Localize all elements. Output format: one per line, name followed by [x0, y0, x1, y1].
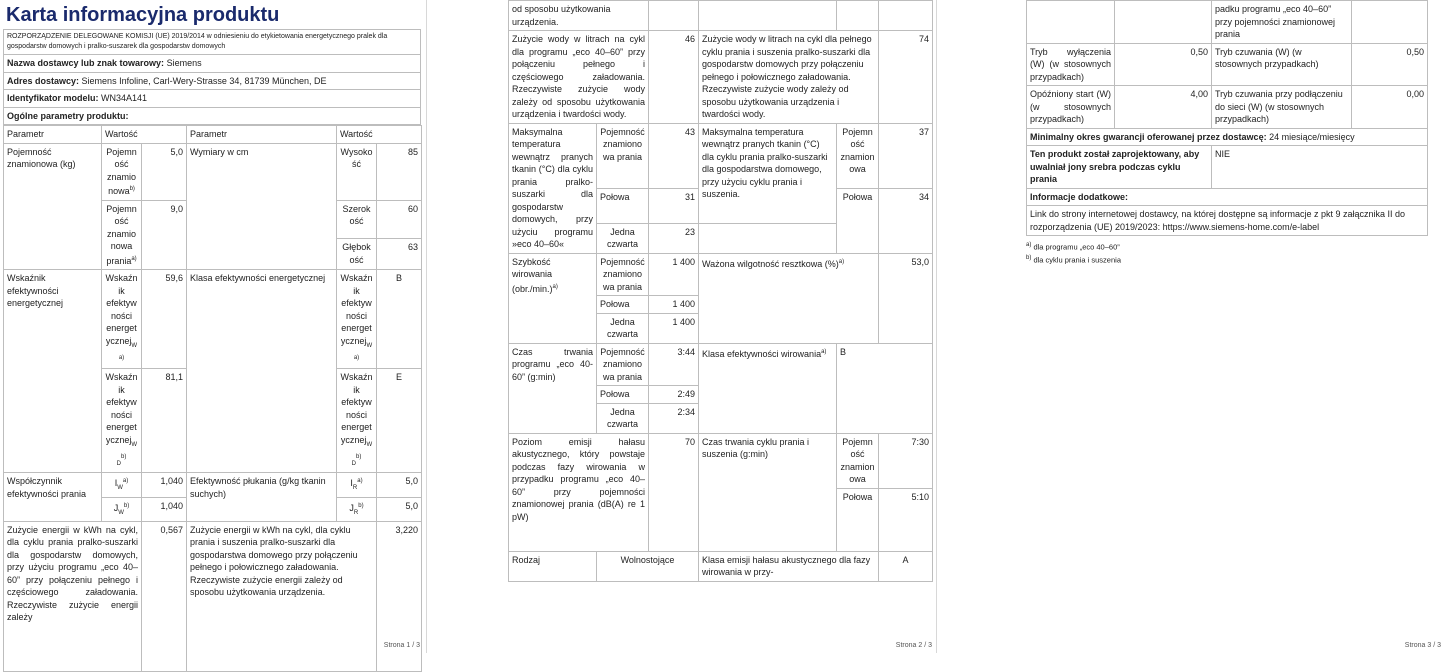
- networked-standby-value: 0,00: [1352, 86, 1428, 129]
- noise-class-value: A: [879, 551, 933, 581]
- eei-w-value: 59,6: [142, 270, 187, 369]
- duration-half-label: Połowa: [597, 386, 649, 404]
- temp1-quarter-value: 23: [649, 223, 699, 253]
- capacity-wd-label: Pojemność znamionowa$^{b)}$: [102, 143, 142, 200]
- water2-value: 74: [879, 31, 933, 124]
- page-separator: [936, 0, 937, 653]
- warranty-label: Minimalny okres gwarancji oferowanej przez dostawcę:: [1030, 131, 1267, 142]
- page-1: [0, 0, 424, 653]
- wd-duration-half-value: 5:10: [879, 488, 933, 551]
- width-label: Szerokość: [337, 200, 377, 239]
- capacity-w-label: Pojemność znamionowa prania$^{a)}$: [102, 200, 142, 270]
- page-number: Strona 1 / 3: [383, 642, 420, 649]
- iw-value: 1,040: [142, 473, 187, 497]
- capacity-w-value: 9,0: [142, 200, 187, 270]
- ee-class-w-label: Wskaźnik efektywności energetycznej$_W^{a)}$: [337, 270, 377, 369]
- model-row: [4, 90, 421, 108]
- continued-text: padku programu „eco 40–60” przy pojemności znamionowej prania: [1212, 1, 1352, 44]
- col-value: Wartość: [102, 126, 187, 144]
- params-table-1: [3, 125, 422, 672]
- ee-class-wd-label: Wskaźnik efektywności energetycznej$_{WD}^{b)}$: [337, 369, 377, 473]
- page-2: [508, 0, 932, 653]
- col-param: Parametr: [4, 126, 102, 144]
- capacity-label: Pojemność znamionowa (kg): [4, 143, 102, 270]
- header-table: [3, 29, 421, 125]
- water1-label: Zużycie wody w litrach na cykl dla programu „eco 40–60” przy połączeniu pełnego i częściowego załadowania. Rzeczywiste zużycie wody zależy od sposobu użytkowania urządzenia i twardości wody.: [509, 31, 649, 124]
- col-value: Wartość: [337, 126, 422, 144]
- energy2-label: Zużycie energii w kWh na cykl, dla cyklu prania i suszenia pralko-suszarki dla gospodarstwa domowego przy połączeniu pełnego i połowicznego załadowania. Rzeczywiste zużycie energii zależy od sposobu użytkowania urządzenia.: [187, 521, 377, 671]
- jw-label: $J_W^{b)}$: [102, 497, 142, 521]
- silver-ions-label: Ten produkt został zaprojektowany, aby uwalniał jony srebra podczas cyklu prania: [1027, 146, 1212, 189]
- ee-class-w-value: B: [377, 270, 422, 369]
- spin-quarter-value: 1 400: [649, 313, 699, 343]
- temp1-rated-label: Pojemność znamionowa prania: [597, 123, 649, 188]
- duration-rated-value: 3:44: [649, 343, 699, 386]
- standby-label: Tryb czuwania (W) (w stosownych przypadkach): [1212, 43, 1352, 86]
- temp1-half-label: Połowa: [597, 188, 649, 223]
- duration-quarter-value: 2:34: [649, 403, 699, 433]
- moisture-label: Ważona wilgotność resztkowa (%)$^{a)}$: [699, 253, 879, 343]
- eei-label: Wskaźnik efektywności energetycznej: [4, 270, 102, 473]
- params-table-3: [1026, 0, 1428, 236]
- model-value: WN34A141: [101, 93, 148, 103]
- wash-eff-label: Współczynnik efektywności prania: [4, 473, 102, 522]
- additional-info-label: Informacje dodatkowe:: [1027, 188, 1428, 206]
- energy2-value: 3,220: [377, 521, 422, 671]
- eei-wd-value: 81,1: [142, 369, 187, 473]
- warranty-row: [1027, 128, 1428, 146]
- spin-half-label: Połowa: [597, 296, 649, 314]
- page-separator: [426, 0, 427, 653]
- temp2-rated-label: Pojemność znamionowa: [837, 123, 879, 188]
- page-number: Strona 2 / 3: [895, 642, 932, 649]
- off-mode-value: 0,50: [1115, 43, 1212, 86]
- height-label: Wysokość: [337, 143, 377, 200]
- wd-duration-label: Czas trwania cyklu prania i suszenia (g:min): [699, 433, 837, 551]
- standby-value: 0,50: [1352, 43, 1428, 86]
- jr-label: $J_R^{b)}$: [337, 497, 377, 521]
- spin-rated-label: Pojemność znamionowa prania: [597, 253, 649, 296]
- water1-value: 46: [649, 31, 699, 124]
- temp1-label: Maksymalna temperatura wewnątrz pranych tkanin (°C) dla cyklu prania pralko-suszarki dla gospodarstw domowych, przy użyciu programu »eco 40–60«: [509, 123, 597, 253]
- footnote-b: $^{b)}$ dla cyklu prania i suszenia: [1026, 254, 1121, 264]
- temp1-rated-value: 43: [649, 123, 699, 188]
- model-label: Identyfikator modelu:: [7, 93, 99, 103]
- noise-class-label: Klasa emisji hałasu akustycznego dla fazy wirowania w przy-: [699, 551, 879, 581]
- spin-quarter-label: Jedna czwarta: [597, 313, 649, 343]
- temp1-quarter-label: Jedna czwarta: [597, 223, 649, 253]
- water2-label: Zużycie wody w litrach na cykl dla pełnego cyklu prania i suszenia pralko-suszarki dla gospodarstw domowych przy połączeniu pełnego i połowicznego załadowania. Rzeczywiste zużycie wody zależy od sposobu użytkowania urządzenia i twardości wody.: [699, 31, 879, 124]
- duration-label: Czas trwania programu „eco 40-60” (g:min): [509, 343, 597, 433]
- spin-rated-value: 1 400: [649, 253, 699, 296]
- rinse-label: Efektywność płukania (g/kg tkanin suchych): [187, 473, 337, 522]
- jw-value: 1,040: [142, 497, 187, 521]
- page-3: [1020, 0, 1445, 653]
- depth-label: Głębokość: [337, 239, 377, 270]
- address-row: [4, 72, 421, 90]
- eei-wd-label: Wskaźnik efektywności energetycznej$_{WD}^{b)}$: [102, 369, 142, 473]
- supplier-row: [4, 55, 421, 73]
- energy1-label: Zużycie energii w kWh na cykl, dla cyklu prania pralko-suszarki dla gospodarstw domowych, przy użyciu programu „eco 40–60” przy połączeniu pełnego i częściowego załadowania. Rzeczywiste zużycie energii zależy: [4, 521, 142, 671]
- off-mode-label: Tryb wyłączenia (W) (w stosownych przypadkach): [1027, 43, 1115, 86]
- delay-start-value: 4,00: [1115, 86, 1212, 129]
- spin-label: Szybkość wirowania $(obr./\min.)^{a)}$: [509, 253, 597, 343]
- duration-half-value: 2:49: [649, 386, 699, 404]
- warranty-value: 24 miesiące/miesięcy: [1269, 131, 1355, 142]
- elabel-link[interactable]: Link do strony internetowej dostawcy, na której dostępne są informacje z pkt 9 załącznika II do rozporządzenia (UE) 2019/2023: https://www.siemens-home.com/e-label: [1027, 206, 1428, 236]
- wd-duration-half-label: Połowa: [837, 488, 879, 551]
- networked-standby-label: Tryb czuwania przy podłączeniu do sieci (W) (w stosownych przypadkach): [1212, 86, 1352, 129]
- address-label: Adres dostawcy:: [7, 75, 80, 86]
- col-param: Parametr: [187, 126, 337, 144]
- type-label: Rodzaj: [509, 551, 597, 581]
- eei-w-label: Wskaźnik efektywności energetycznej$_W^{a)}$: [102, 270, 142, 369]
- temp2-rated-value: 37: [879, 123, 933, 188]
- wd-duration-rated-label: Pojemność znamionowa: [837, 433, 879, 488]
- type-value: Wolnostojące: [597, 551, 699, 581]
- duration-rated-label: Pojemność znamionowa prania: [597, 343, 649, 386]
- general-params-label: Ogólne parametry produktu:: [4, 107, 421, 125]
- ir-label: $I_R^{a)}$: [337, 473, 377, 497]
- temp2-half-label: Połowa: [837, 188, 879, 253]
- jr-value: 5,0: [377, 497, 422, 521]
- ee-class-label: Klasa efektywności energetycznej: [187, 270, 337, 473]
- supplier-value: Siemens: [166, 58, 202, 68]
- supplier-label: Nazwa dostawcy lub znak towarowy:: [7, 58, 165, 68]
- temp1-half-value: 31: [649, 188, 699, 223]
- address-value: Siemens Infoline, Carl-Wery-Strasse 34, 81739 München, DE: [81, 75, 327, 86]
- temp2-half-value: 34: [879, 188, 933, 253]
- delay-start-label: Opóźniony start (W) (w stosownych przypadkach): [1027, 86, 1115, 129]
- params-table-2: [508, 0, 933, 582]
- moisture-value: 53,0: [879, 253, 933, 343]
- noise-label: Poziom emisji hałasu akustycznego, który powstaje podczas fazy wirowania w przypadku programu „eco 40–60” przy pojemności znamionowej prania (dB(A) re 1 pW): [509, 433, 649, 551]
- duration-quarter-label: Jedna czwarta: [597, 403, 649, 433]
- ir-value: 5,0: [377, 473, 422, 497]
- spin-class-value: B: [837, 343, 933, 433]
- continued-text: od sposobu użytkowania urządzenia.: [509, 1, 649, 31]
- regulation-text: ROZPORZĄDZENIE DELEGOWANE KOMISJI (UE) 2019/2014 w odniesieniu do etykietowania energetycznego pralek dla gospodarstw domowych i pralko-suszarek dla gospodarstw domowych: [4, 30, 421, 55]
- ee-class-wd-value: E: [377, 369, 422, 473]
- iw-label: $I_W^{a)}$: [102, 473, 142, 497]
- dims-label: Wymiary w cm: [187, 143, 337, 270]
- energy1-value: 0,567: [142, 521, 187, 671]
- wd-duration-rated-value: 7:30: [879, 433, 933, 488]
- capacity-wd-value: 5,0: [142, 143, 187, 200]
- spin-half-value: 1 400: [649, 296, 699, 314]
- page-number: Strona 3 / 3: [1404, 642, 1441, 649]
- footnote-a: $^{a)}$ dla programu „eco 40–60”: [1026, 242, 1120, 252]
- width-value: 60: [377, 200, 422, 239]
- temp2-label: Maksymalna temperatura wewnątrz pranych tkanin (°C) dla cyklu prania pralko-suszarki dla gospodarstwa domowego, przy użyciu cyklu prania i suszenia.: [699, 123, 837, 223]
- depth-value: 63: [377, 239, 422, 270]
- height-value: 85: [377, 143, 422, 200]
- silver-ions-value: NIE: [1212, 146, 1428, 189]
- spin-class-label: Klasa efektywności wirowania$^{a)}$: [699, 343, 837, 433]
- page-title: Karta informacyjna produktu: [6, 4, 280, 26]
- noise-value: 70: [649, 433, 699, 551]
